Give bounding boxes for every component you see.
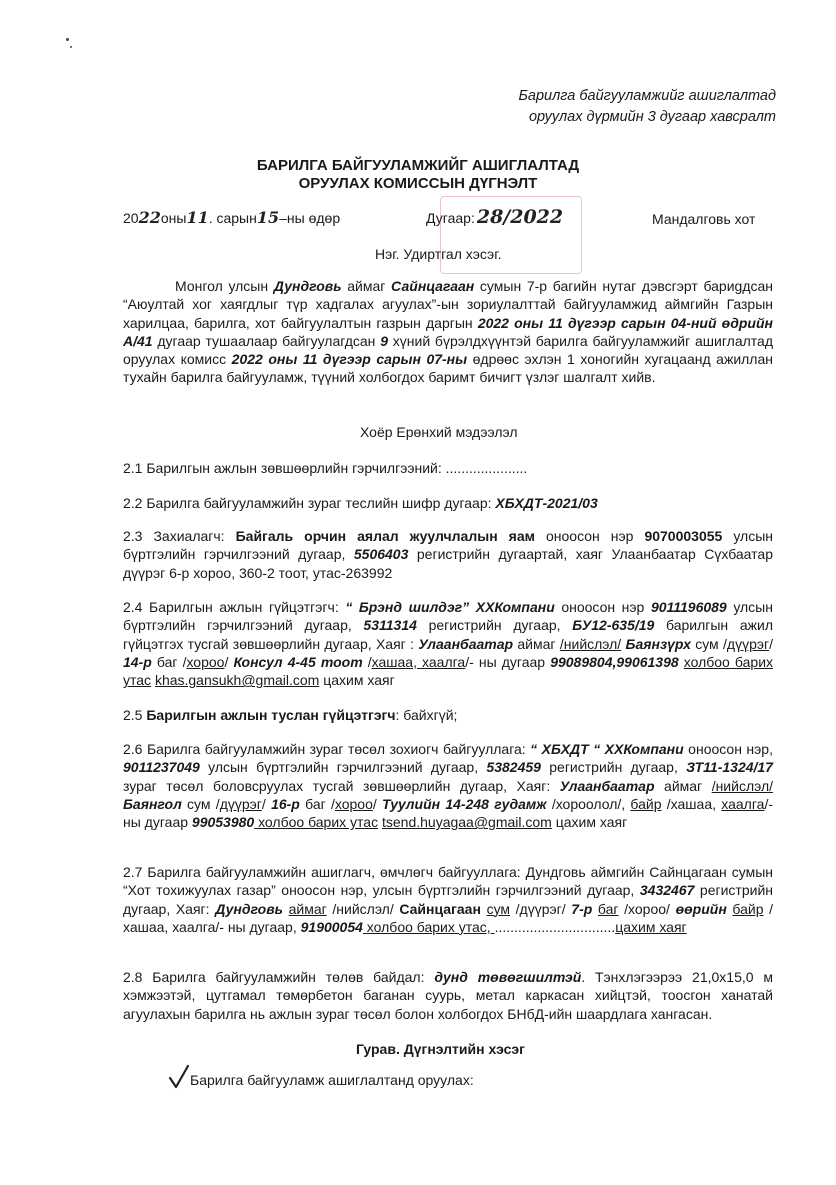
text-span: хаалга	[721, 795, 765, 812]
item-2-6	[123, 740, 773, 831]
text-span: холбоо барих утас	[123, 653, 774, 689]
contractor-email[interactable]: khas.gansukh@gmail.com	[154, 672, 320, 689]
text-span: 2.6 Барилга байгууламжийн зураг төсөл зохиогч байгууллага:	[123, 741, 531, 757]
text-span: 2.4 Барилгын ажлын гүйцэтгэгч:	[123, 599, 346, 615]
text-span: 9011237049	[123, 759, 200, 776]
text-span: аймаг	[654, 777, 712, 794]
section-1-heading: Нэг. Удиртгал хэсэг.	[375, 246, 502, 262]
text-span: БУ12-635/19	[572, 617, 655, 634]
text-span: /хашаа, хаалга/- ны дугаар,	[123, 900, 774, 935]
handwritten-number: 28/2022	[476, 206, 564, 228]
text-span: барилгын ажил гүйцэтгэх тусгай зөвшөөрлийн дугаар, Хаяг :	[123, 617, 773, 652]
text-span: улсын бүртгэлийн гэрчилгээний дугаар,	[199, 759, 487, 776]
text-span: Барилгын ажлын туслан гүйцэтгэгч	[146, 707, 396, 723]
text-span: оноосон нэр,	[683, 741, 773, 757]
text-span: улсын бүртгэлийн гэрчилгээний дугаар,	[123, 528, 773, 563]
text-span: аймаг	[341, 278, 392, 294]
item-2-3	[123, 527, 773, 582]
text-span: Сайнцагаан	[391, 278, 475, 294]
item-2-1	[123, 459, 773, 477]
text-span: /нийслэл/	[711, 777, 774, 794]
text-span: регистрийн дугаар, Хаяг:	[123, 882, 773, 917]
text-span: оны	[160, 210, 187, 226]
item-2-4	[123, 598, 773, 689]
text-span: регистрийн дугаартай, хаяг Улаанбаатар Сүхбаатар дүүрэг 6-р хороо, 360-2 тоот, утас-263992	[123, 546, 773, 581]
text-span: хороо	[186, 653, 225, 670]
text-span: 2022 оны 11 дүгээр сарын 04-ний өдрийн А/41	[123, 314, 773, 349]
text-span: /	[769, 635, 774, 652]
text-span: /- ны дугаар	[123, 795, 773, 831]
text-span: байр	[630, 795, 662, 812]
document-title	[150, 157, 686, 193]
text-span: “ ХБХДТ “ ХХКомпани	[530, 741, 684, 757]
text-span: байр	[732, 900, 764, 917]
text-span: хүний бүрэлдхүүнтэй барилга байгууламжийг ашиглалтад оруулах комисс	[123, 332, 773, 368]
section-3-heading: Гурав. Дүгнэлтийн хэсэг	[356, 1041, 525, 1057]
text-span: 5506403	[353, 546, 409, 563]
location: Мандалговь хот	[652, 211, 756, 227]
checkmark-icon	[168, 1064, 190, 1090]
handwritten-year: 22	[138, 208, 161, 227]
text-span: /	[224, 653, 234, 670]
text-span: 99089804,99061398	[550, 653, 679, 670]
text-span: Байгаль орчин аялал жуулчлалын яам	[235, 528, 535, 544]
handwritten-month: 11	[186, 208, 209, 227]
text-span: /нийслэл/	[559, 635, 622, 652]
text-span: баг /	[151, 653, 187, 670]
title-line-1: БАРИЛГА БАЙГУУЛАМЖИЙГ АШИГЛАЛТАД	[256, 157, 580, 174]
text-span: 2.2 Барилга байгууламжийн зураг теслийн шифр дугаар:	[123, 495, 496, 511]
annex-line-1: Барилга байгууламжийг ашиглалтад	[518, 88, 776, 104]
text-span: оноосон нэр	[534, 528, 645, 544]
text-span: 99053980	[191, 814, 255, 831]
text-span: өдрөөс эхлэн 1 хоногийн хугацаанд ажиллан тухайн барилга байгууламж, түүний холбогдох баримт бичигт үзлэг шалгалт хийв.	[123, 351, 773, 386]
text-span: 2.8 Барилга байгууламжийн төлөв байдал:	[123, 969, 435, 985]
text-span: хашаа, хаалга	[371, 653, 466, 670]
text-span: сум	[486, 900, 511, 917]
text-span: сумын 7-р багийн нутаг дэвсгэрт бариgдсан “Аюултай хог хаягдлыг түр хадгалах агуулах”-ын зориулалттай байгууламжид аймгийн Газрын харилцаа, барилга, хот байгуулалтын газрын даргын	[123, 278, 774, 331]
text-span: 9070003055	[644, 528, 723, 544]
annex-line-2: оруулах дүрмийн 3 дугаар хавсралт	[528, 109, 776, 125]
text-span: аймаг	[288, 900, 327, 917]
text-span: 7-р	[571, 900, 593, 917]
text-span: 2.7 Барилга байгууламжийн ашиглагч, өмчлөгч байгууллага: Дундговь аймгийн Сайнцагаан сумын “Хот тохижуулах газар” оноосон нэр, улсын бүртгэлийн гэрчилгээний дугаар,	[123, 864, 773, 899]
text-span: холбоо барих утас,	[362, 918, 495, 935]
text-span: дунд төвөгшилтэй	[434, 969, 582, 985]
text-span: сум /	[690, 635, 727, 652]
designer-email[interactable]: tsend.huyagaa@gmail.com	[381, 814, 552, 831]
text-span: регистрийн дугаар,	[416, 617, 573, 634]
text-span: : байхгүй;	[395, 707, 458, 723]
text-span: Сайнцагаан	[399, 900, 481, 917]
text-span: улсын бүртгэлийн гэрчилгээний дугаар,	[123, 599, 773, 634]
text-span: баг /	[299, 795, 335, 812]
text-span: 5382459	[486, 759, 541, 776]
text-span: Баянзүрх	[625, 635, 691, 652]
text-span: 3432467	[639, 882, 695, 899]
text-span: 20	[123, 210, 139, 226]
text-span: оноосон нэр	[554, 599, 651, 615]
text-span: Улаанбаатар	[559, 777, 655, 794]
text-span: 16-р	[271, 795, 300, 812]
text-span: дугаар тушаалаар байгуулагдсан	[152, 332, 381, 349]
text-span: регистрийн дугаар,	[540, 759, 687, 776]
scan-speck	[66, 38, 69, 41]
conclusion-item-label: Барилга байгууламж ашиглалтанд оруулах:	[190, 1072, 474, 1088]
text-span: 2.3 Захиалагч:	[123, 528, 236, 544]
text-span: холбоо барих утас	[254, 814, 379, 831]
number-field	[426, 206, 563, 228]
text-span: /хороолол/,	[546, 795, 631, 812]
text-span: /	[261, 795, 272, 812]
text-span: цахим хаяг	[551, 814, 628, 831]
conclusion-item	[172, 1072, 474, 1088]
text-span: Дундговь	[215, 900, 283, 917]
text-span: 5311314	[363, 617, 417, 634]
text-span: /хашаа,	[661, 795, 722, 812]
text-span: 2.1 Барилгын ажлын зөвшөөрлийн гэрчилгээний: .....................	[123, 460, 528, 476]
text-span: хороо	[334, 795, 373, 812]
item-2-7	[123, 863, 773, 936]
text-span: ...............................	[494, 918, 616, 935]
text-span: /- ны дугаар	[465, 653, 551, 670]
text-span: Туулийн 14-248 гудамж	[382, 795, 547, 812]
text-span: дүүрэг	[726, 635, 770, 652]
text-span: Дугаар:	[426, 210, 475, 226]
text-span: баг	[597, 900, 619, 917]
scan-speck	[70, 46, 72, 48]
text-span: зураг төсөл боловсруулах тусгай зөвшөөрлийн дугаар, Хаяг:	[123, 777, 560, 794]
text-span: 9011196089	[650, 599, 727, 615]
text-span: –ны өдөр	[279, 210, 341, 226]
text-span: Дундговь	[273, 278, 342, 294]
text-span: 2022 оны 11 дүгээр сарын 07-ны	[231, 351, 468, 368]
text-span: ХБХДТ-2021/03	[495, 495, 598, 511]
handwritten-day: 15	[256, 208, 280, 227]
text-span: 2.5	[123, 707, 147, 723]
text-span: аймаг	[513, 635, 560, 652]
title-line-2: ОРУУЛАХ КОМИССЫН ДҮГНЭЛТ	[298, 175, 538, 192]
text-span: /нийслэл/	[326, 900, 400, 917]
text-span: сум /	[181, 795, 220, 812]
text-span: /хороо/	[618, 900, 676, 917]
item-2-8	[123, 968, 773, 1023]
section-2-heading: Хоёр Ерөнхий мэдээлэл	[360, 424, 518, 440]
text-span: /	[362, 653, 372, 670]
text-span: дүүрэг	[219, 795, 262, 812]
annex-reference	[376, 86, 776, 128]
text-span: /дүүрэг/	[510, 900, 572, 917]
text-span: . сарын	[208, 210, 257, 226]
text-span: /	[372, 795, 383, 812]
text-span: өөрийн	[675, 900, 727, 917]
text-span: цахим хаяг	[615, 918, 687, 935]
text-span: ЗТ11-1324/17	[686, 759, 773, 776]
intro-paragraph	[123, 277, 773, 387]
text-span: Баянгол	[123, 795, 182, 812]
text-span: цахим хаяг	[319, 672, 395, 689]
text-span: 9	[380, 332, 388, 349]
text-span: “ Брэнд шилдэг” ХХКомпани	[345, 599, 555, 615]
text-span: Монгол улсын	[175, 278, 269, 294]
item-2-2	[123, 494, 773, 512]
text-span: 14-р	[123, 653, 152, 670]
text-span: . Тэнхлэгээрээ 21,0х15,0 м хэмжээтэй, цутгамал төмөрбетон баганан суурь, метал каркасан хийцтэй, тоосгон ханатай агуулахын барилга нь ажлын зураг төсөл болон холбогдох БНбД-ийн шаардлага хангасан.	[123, 969, 773, 1022]
date-line	[123, 208, 340, 227]
text-span: Консул 4-45 тоот	[233, 653, 363, 670]
item-2-5	[123, 706, 773, 724]
text-span: Улаанбаатар	[418, 635, 514, 652]
text-span: 91900054	[300, 918, 363, 935]
